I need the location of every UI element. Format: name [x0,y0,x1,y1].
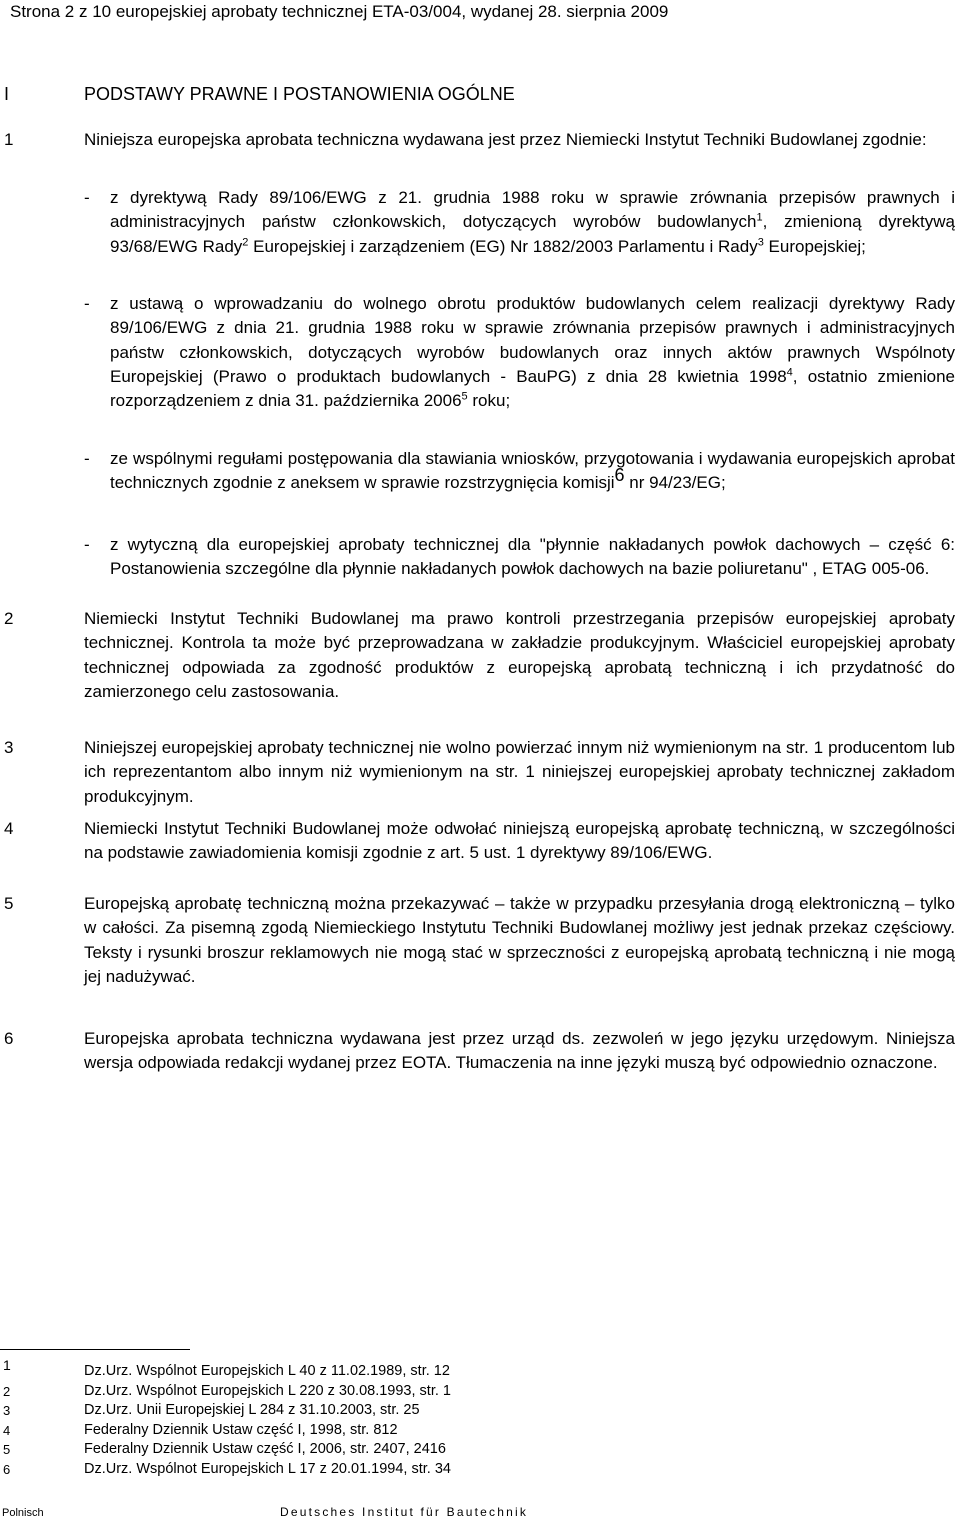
footnote-number: 1 [3,1357,11,1373]
paragraph-text: Europejska aprobata techniczna wydawana jest przez urząd ds. zezwoleń w jego języku urzędowym. Niniejsza wersja odpowiada redakcji wydanej przez EOTA. Tłumaczenia na inne języki muszą być odpowiednio oznaczone. [84,1029,955,1073]
footnote-text: Federalny Dziennik Ustaw część I, 1998, str. 812 [84,1421,398,1438]
footnote-text: Dz.Urz. Wspólnot Europejskich L 40 z 11.02.1989, str. 12 [84,1363,450,1379]
bullet-dash: - [84,294,90,313]
footnote-text: Federalny Dziennik Ustaw część I, 2006, str. 2407, 2416 [84,1441,446,1457]
footnote [0,1382,960,1402]
paragraph-text: Niemiecki Instytut Techniki Budowlanej może odwołać niniejszą europejską aprobatę techniczną, w szczególności na podstawie zawiadomienia komisji zgodnie z art. 5 ust. 1 dyrektywy 89/106/EWG. [84,819,955,863]
footnote-ref: 6 [614,465,625,486]
footnote-divider [0,1349,190,1350]
bullet-dash: - [84,535,90,554]
footnote-ref: 4 [786,366,793,379]
paragraph-number: 6 [4,1029,14,1048]
footnote-text: Dz.Urz. Wspólnot Europejskich L 17 z 20.01.1994, str. 34 [84,1460,451,1477]
footer-language: Polnisch [2,1507,44,1519]
footnote-number: 3 [3,1403,11,1418]
footnote-number: 5 [3,1442,11,1457]
footnote-number: 4 [3,1422,11,1438]
paragraph-number: 5 [4,894,14,913]
paragraph-number: 2 [4,609,14,628]
list-item-text: z dyrektywą Rady 89/106/EWG z 21. grudnia 1988 roku w sprawie zrównania przepisów prawnych i administracyjnych państw członkowskich, dotyczących wyrobów budowlanych$^1$, zmienioną dyrektywą 93/68/EWG Rady$^2$ Europejskiej i zarządzeniem (EG) Nr 1882/2003 Parlamentu i Rady$^3$ Europejskiej; [110,188,955,256]
section-number: I [4,84,10,104]
paragraph-number: 4 [4,819,14,838]
footnote [0,1357,960,1382]
footnote [0,1440,960,1460]
footnote-ref: 2 [242,235,249,248]
footnote-ref: 1 [756,211,763,224]
footnote-number: 2 [3,1383,11,1399]
list-item-text: z wytyczną dla europejskiej aprobaty technicznej dla "płynnie nakładanych powłok dachowych – część 6: Postanowienia szczególne dla płynnie nakładanych powłok dachowych na bazie poliuretanu" , ETAG 005-06. [110,535,955,579]
paragraph-text: Europejską aprobatę techniczną można przekazywać – także w przypadku przesyłania drogą elektroniczną – tylko w całości. Za pisemną zgodą Niemieckiego Instytutu Techniki Budowlanej możliwy jest jednak przekaz częściowy. Teksty i rysunki broszur reklamowych nie mogą stać w sprzeczności z europejską aprobatą techniczną i nie mogą jej nadużywać. [84,894,955,986]
paragraph-text: Niniejsza europejska aprobata techniczna wydawana jest przez Niemiecki Instytut Techniki Budowlanej zgodnie: [84,130,927,149]
footnote [0,1460,960,1480]
bullet-dash: - [84,449,90,468]
footnote-number: 6 [3,1461,11,1477]
footnote [0,1421,960,1441]
paragraph-number: 3 [4,738,14,757]
footnote-text: Dz.Urz. Wspólnot Europejskich L 220 z 30.08.1993, str. 1 [84,1382,451,1399]
footer-institute: Deutsches Institut für Bautechnik [280,1505,529,1519]
footnote-text: Dz.Urz. Unii Europejskiej L 284 z 31.10.2003, str. 25 [84,1402,420,1418]
paragraph-text: Niemiecki Instytut Techniki Budowlanej ma prawo kontroli przestrzegania przepisów europejskiej aprobaty technicznej. Kontrola ta może być przeprowadzana w zakładzie produkcyjnym. Właściciel europejskiej aprobaty technicznej odpowiada za zgodność produktów z europejską aprobatą techniczną i ich przydatność do zamierzonego celu zastosowania. [84,609,955,701]
page-header: Strona 2 z 10 europejskiej aprobaty technicznej ETA-03/004, wydanej 28. sierpnia 2009 [10,2,669,21]
footnote [0,1401,960,1421]
footnotes [0,1357,960,1479]
footnote-ref: 5 [461,390,468,403]
list-item-text: z ustawą o wprowadzaniu do wolnego obrotu produktów budowlanych celem realizacji dyrektywy Rady 89/106/EWG z dnia 21. grudnia 1988 roku w sprawie zrównania przepisów prawnych i administracyjnych państw członkowskich, dotyczących wyrobów budowlanych oraz innych aktów prawnych Wspólnoty Europejskiej (Prawo o produktach budowlanych - BauPG) z dnia 28 kwietnia 1998$^4$, ostatnio zmienione rozporządzeniem z dnia 31. października 2006$^5$ roku; [110,294,955,411]
paragraph-number: 1 [4,130,14,149]
footnote-ref: 3 [757,235,764,248]
bullet-dash: - [84,188,90,207]
section-title: PODSTAWY PRAWNE I POSTANOWIENIA OGÓLNE [84,84,515,104]
list-item-text: ze wspólnymi regułami postępowania dla stawiania wniosków, przygotowania i wydawania europejskich aprobat technicznych zgodnie z aneksem w sprawie rozstrzygnięcia komisji6 nr 94/23/EG; [110,449,955,493]
paragraph-text: Niniejszej europejskiej aprobaty technicznej nie wolno powierzać innym niż wymienionym na str. 1 producentom lub ich reprezentantom albo innym niż wymienionym na str. 1 niniejszej europejskiej aprobaty technicznej zakładom produkcyjnym. [84,738,955,806]
